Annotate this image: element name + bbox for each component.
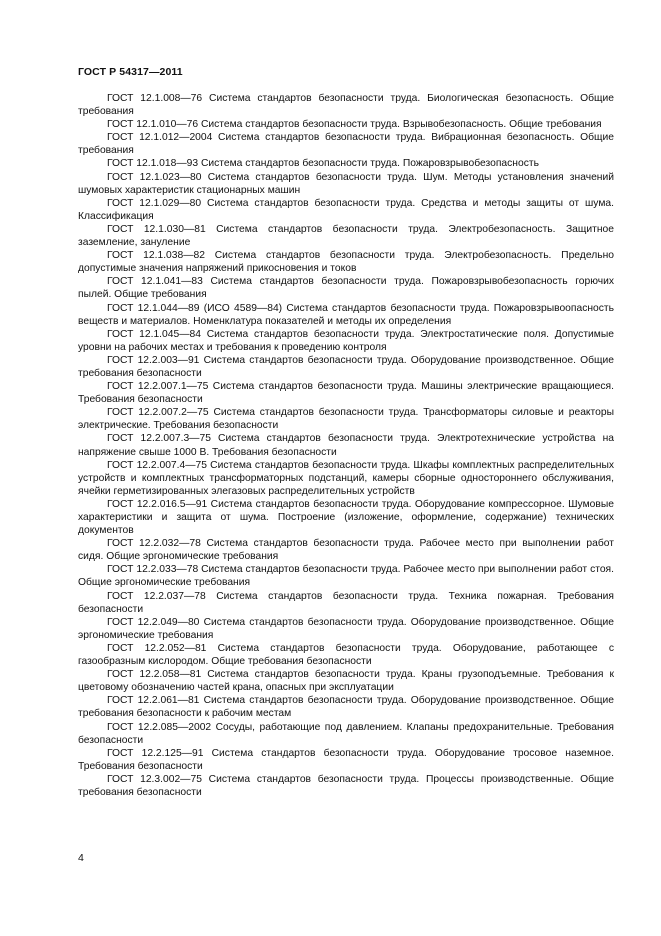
reference-entry: ГОСТ 12.2.085—2002 Сосуды, работающие под давлением. Клапаны предохранительные. Требования безопасности — [78, 721, 614, 746]
reference-entry: ГОСТ 12.2.125—91 Система стандартов безопасности труда. Оборудование тросовое наземное. Требования безопасности — [78, 747, 614, 772]
reference-entry: ГОСТ 12.2.061—81 Система стандартов безопасности труда. Оборудование производственное. Общие требования безопасности к рабочим местам — [78, 695, 614, 720]
reference-entry: ГОСТ 12.1.010—76 Система стандартов безопасности труда. Взрывобезопасность. Общие требования — [107, 119, 602, 131]
reference-entry: ГОСТ 12.3.002—75 Система стандартов безопасности труда. Процессы производственные. Общие требования безопасности — [78, 773, 614, 798]
reference-entry: ГОСТ 12.2.007.2—75 Система стандартов безопасности труда. Трансформаторы силовые и реакторы электрические. Требования безопасности — [78, 407, 614, 432]
reference-entry: ГОСТ 12.2.007.1—75 Система стандартов безопасности труда. Машины электрические вращающиеся. Требования безопасности — [78, 381, 614, 406]
reference-entry: ГОСТ 12.1.030—81 Система стандартов безопасности труда. Электробезопасность. Защитное заземление, зануление — [78, 223, 614, 249]
reference-entry: ГОСТ 12.2.007.3—75 Система стандартов безопасности труда. Электротехнические устройства на напряжение свыше 1000 В. Требования безопасности — [78, 433, 614, 458]
reference-entry: ГОСТ 12.1.038—82 Система стандартов безопасности труда. Электробезопасность. Предельно допустимые значения напряжений прикосновения и токов — [78, 250, 614, 275]
reference-entry: ГОСТ 12.2.007.4—75 Система стандартов безопасности труда. Шкафы комплектных распределительных устройств и комплектных трансформаторных подстанций, камеры сборные одностороннего обслуживания, ячейки герметизированных элегазовых распределительных устройств — [78, 459, 614, 497]
reference-entry: ГОСТ 12.1.023—80 Система стандартов безопасности труда. Шум. Методы установления значений шумовых характеристик стационарных машин — [78, 171, 614, 196]
reference-entry: ГОСТ 12.2.003—91 Система стандартов безопасности труда. Оборудование производственное. Общие требования безопасности — [78, 354, 614, 379]
reference-entry: ГОСТ 12.2.037—78 Система стандартов безопасности труда. Техника пожарная. Требования безопасности — [78, 590, 614, 615]
reference-entry: ГОСТ 12.2.049—80 Система стандартов безопасности труда. Оборудование производственное. Общие эргономические требования — [78, 616, 614, 641]
normative-references-list — [78, 92, 614, 799]
reference-entry: ГОСТ 12.1.045—84 Система стандартов безопасности труда. Электростатические поля. Допустимые уровни на рабочих местах и требования к проведению контроля — [78, 328, 614, 353]
page-number: 4 — [78, 852, 84, 864]
reference-entry: ГОСТ 12.1.012—2004 Система стандартов безопасности труда. Вибрационная безопасность. Общие требования — [78, 132, 614, 157]
reference-entry: ГОСТ 12.2.058—81 Система стандартов безопасности труда. Краны грузоподъемные. Требования к цветовому обозначению частей крана, опасных при эксплуатации — [78, 669, 614, 694]
reference-entry: ГОСТ 12.1.018—93 Система стандартов безопасности труда. Пожаровзрывобезопасность — [107, 158, 539, 170]
document-header: ГОСТ Р 54317—2011 — [78, 66, 183, 78]
reference-entry: ГОСТ 12.2.052—81 Система стандартов безопасности труда. Оборудование, работающее с газообразным кислородом. Общие требования безопасности — [78, 642, 614, 668]
reference-entry: ГОСТ 12.1.008—76 Система стандартов безопасности труда. Биологическая безопасность. Общие требования — [78, 93, 614, 118]
reference-entry: ГОСТ 12.2.016.5—91 Система стандартов безопасности труда. Оборудование компрессорное. Шумовые характеристики и защита от шума. Построение (изложение, оформление, содержание) технических документов — [78, 498, 614, 537]
reference-entry: ГОСТ 12.1.044—89 (ИСО 4589—84) Система стандартов безопасности труда. Пожаровзрывоопасность веществ и материалов. Номенклатура показателей и методы их определения — [78, 302, 614, 327]
reference-entry: ГОСТ 12.1.041—83 Система стандартов безопасности труда. Пожаровзрывобезопасность горючих пылей. Общие требования — [78, 276, 614, 301]
reference-entry: ГОСТ 12.2.033—78 Система стандартов безопасности труда. Рабочее место при выполнении работ стоя. Общие эргономические требования — [78, 564, 614, 589]
reference-entry: ГОСТ 12.2.032—78 Система стандартов безопасности труда. Рабочее место при выполнении работ сидя. Общие эргономические требования — [78, 538, 614, 563]
reference-entry: ГОСТ 12.1.029—80 Система стандартов безопасности труда. Средства и методы защиты от шума. Классификация — [78, 197, 614, 222]
